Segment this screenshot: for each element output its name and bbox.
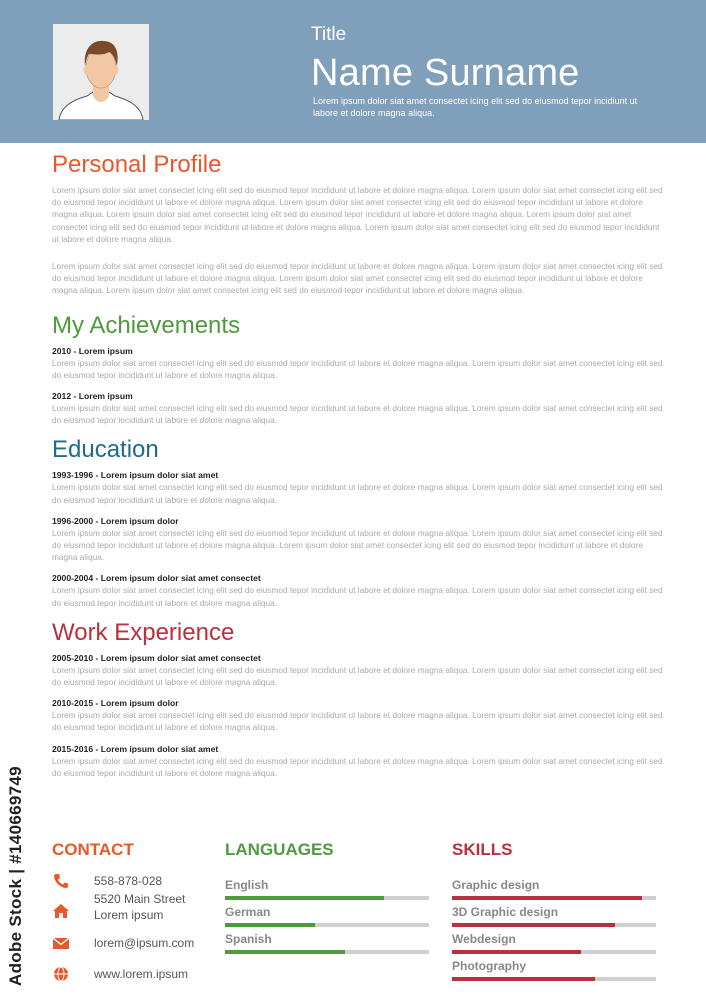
header-description: Lorem ipsum dolor siat amet consectet icing elit sed do eiusmod tepor incidiunt ut labore et dolore magna aliqua. (313, 96, 638, 118)
languages-heading: LANGUAGES (225, 840, 334, 859)
resume-title: Title (311, 24, 347, 45)
avatar-icon (53, 24, 149, 120)
education-entry (52, 469, 666, 505)
home-icon (52, 902, 70, 920)
language-item (225, 932, 272, 946)
personal-profile-section (52, 150, 666, 297)
entry-heading: 1996-2000 - Lorem ipsum dolor (52, 515, 179, 526)
language-item (225, 905, 270, 919)
achievements-section (52, 311, 666, 427)
address-line-2: Lorem ipsum (94, 908, 164, 922)
entry-heading: 1993-1996 - Lorem ipsum dolor siat amet (52, 470, 219, 481)
skill-item (452, 959, 526, 973)
education-entry (52, 515, 666, 564)
skill-level-bar (452, 896, 656, 900)
resume-body (52, 150, 666, 788)
skill-level-bar (452, 950, 656, 954)
watermark-text: Adobe Stock | #140669749 (6, 766, 25, 986)
contact-website (52, 965, 189, 983)
entry-heading: 2010-2015 - Lorem ipsum dolor (52, 698, 179, 709)
entry-text: Lorem ipsum dolor siat amet consectet icing elit sed do eiusmod tepor incididunt ut labore et dolore magna aliqua. Lorem ipsum dolor siat amet consectet icing elit sed do eiusmod tepor incididunt ut labore et dolore magna aliqua. (52, 357, 663, 380)
profile-paragraph: Lorem ipsum dolor siat amet consectet icing elit sed do eiusmod tepor incididunt ut labore et dolore magna aliqua. Lorem ipsum dolor siat amet consectet icing elit sed do eiusmod tepor incididunt ut labore et dolore magna aliqua. Lorem ipsum dolor siat amet consectet icing elit sed do eiusmod tepor incididunt ut labore et dolore magna aliqua. Lorem ipsum dolor siat amet consectet icing elit sed do eiusmod tepor incididunt ut labore et dolore magna aliqua. Lorem ipsum dolor siat amet consectet icing elit sed do eiusmod tepor incididunt ut labore et dolore magna aliqua. Lorem ipsum dolor siat amet consectet icing elit sed do eiusmod tepor incididunt ut labore et dolore magna aliqua. (52, 185, 663, 244)
entry-heading: 2015-2016 - Lorem ipsum dolor siat amet (52, 743, 219, 754)
skill-item (452, 932, 516, 946)
achievement-entry (52, 345, 666, 381)
skill-item (452, 905, 558, 919)
language-level-bar (225, 896, 429, 900)
language-label: English (225, 878, 269, 892)
entry-heading: 2012 - Lorem ipsum (52, 391, 133, 402)
skill-label: 3D Graphic design (452, 905, 559, 919)
resume-header (0, 0, 706, 143)
skills-heading: SKILLS (452, 840, 513, 859)
email-address[interactable]: lorem@ipsum.com (94, 935, 195, 950)
entry-text: Lorem ipsum dolor siat amet consectet icing elit sed do eiusmod tepor incididunt ut labore et dolore magna aliqua. Lorem ipsum dolor siat amet consectet icing elit sed do eiusmod tepor incididunt ut labore et dolore magna aliqua. (52, 585, 663, 608)
education-entry (52, 572, 666, 608)
language-level-fill (225, 950, 345, 954)
skill-level-bar (452, 977, 656, 981)
section-heading-achievements: My Achievements (52, 311, 241, 339)
language-level-bar (225, 923, 429, 927)
language-label: Spanish (225, 932, 272, 946)
skill-level-fill (452, 950, 581, 954)
skill-label: Webdesign (452, 932, 516, 946)
work-entry (52, 652, 666, 688)
language-level-bar (225, 950, 429, 954)
work-experience-section (52, 618, 666, 779)
skill-level-fill (452, 896, 642, 900)
skill-item (452, 878, 539, 892)
section-heading-profile: Personal Profile (52, 151, 222, 178)
achievement-entry (52, 390, 666, 426)
language-level-fill (225, 923, 315, 927)
entry-text: Lorem ipsum dolor siat amet consectet icing elit sed do eiusmod tepor incididunt ut labore et dolore magna aliqua. Lorem ipsum dolor siat amet consectet icing elit sed do eiusmod tepor incididunt ut labore et dolore magna aliqua. Lorem ipsum dolor siat amet consectet icing elit sed do eiusmod tepor incididunt ut labore et dolore magna aliqua. (52, 527, 663, 563)
phone-number: 558-878-028 (94, 873, 163, 888)
language-level-fill (225, 896, 384, 900)
resume-footer (0, 838, 706, 1000)
contact-phone (52, 872, 163, 890)
profile-photo (53, 24, 149, 120)
stock-watermark (6, 760, 32, 986)
contact-heading: CONTACT (52, 840, 134, 859)
entry-text: Lorem ipsum dolor siat amet consectet icing elit sed do eiusmod tepor incididunt ut labore et dolore magna aliqua. Lorem ipsum dolor siat amet consectet icing elit sed do eiusmod tepor incididunt ut labore et dolore magna aliqua. (52, 664, 663, 688)
profile-paragraph: Lorem ipsum dolor siat amet consectet icing elit sed do eiusmod tepor incididunt ut labore et dolore magna aliqua. Lorem ipsum dolor siat amet consectet icing elit sed do eiusmod tepor incididunt ut labore et dolore magna aliqua. Lorem ipsum dolor siat amet consectet icing elit sed do eiusmod tepor incididunt ut labore et dolore magna aliqua. Lorem ipsum dolor siat amet consectet icing elit sed do eiusmod tepor incididunt ut labore et dolore magna aliqua. (52, 261, 663, 296)
work-entry (52, 697, 666, 733)
education-section (52, 435, 666, 608)
skill-label: Graphic design (452, 878, 540, 892)
envelope-icon (52, 934, 70, 952)
entry-heading: 2005-2010 - Lorem ipsum dolor siat amet consectet (52, 652, 261, 663)
work-entry (52, 743, 666, 779)
entry-heading: 2010 - Lorem ipsum (52, 345, 133, 356)
contact-email (52, 934, 195, 952)
entry-text: Lorem ipsum dolor siat amet consectet icing elit sed do eiusmod tepor incididunt ut labore et dolore magna aliqua. Lorem ipsum dolor siat amet consectet icing elit sed do eiusmod tepor incididunt ut labore et dolore magna aliqua. (52, 403, 663, 426)
section-heading-work: Work Experience (52, 618, 235, 646)
skill-level-fill (452, 923, 615, 927)
globe-icon (52, 965, 70, 983)
section-heading-education: Education (52, 436, 159, 464)
entry-text: Lorem ipsum dolor siat amet consectet icing elit sed do eiusmod tepor incididunt ut labore et dolore magna aliqua. Lorem ipsum dolor siat amet consectet icing elit sed do eiusmod tepor incididunt ut labore et dolore magna aliqua. (52, 482, 663, 505)
address-line-1: 5520 Main Street (94, 892, 186, 906)
language-label: German (225, 905, 271, 919)
entry-text: Lorem ipsum dolor siat amet consectet icing elit sed do eiusmod tepor incididunt ut labore et dolore magna aliqua. Lorem ipsum dolor siat amet consectet icing elit sed do eiusmod tepor incididunt ut labore et dolore magna aliqua. (52, 755, 663, 778)
website-url[interactable]: www.lorem.ipsum (94, 966, 189, 981)
entry-text: Lorem ipsum dolor siat amet consectet icing elit sed do eiusmod tepor incididunt ut labore et dolore magna aliqua. Lorem ipsum dolor siat amet consectet icing elit sed do eiusmod tepor incididunt ut labore et dolore magna aliqua. (52, 710, 663, 733)
language-item (225, 878, 268, 892)
phone-icon (52, 872, 70, 890)
contact-address (52, 892, 186, 922)
entry-heading: 2000-2004 - Lorem ipsum dolor siat amet consectet (52, 573, 261, 584)
person-name: Name Surname (311, 52, 580, 94)
skill-label: Photography (452, 959, 526, 973)
skill-level-bar (452, 923, 656, 927)
skill-level-fill (452, 977, 595, 981)
